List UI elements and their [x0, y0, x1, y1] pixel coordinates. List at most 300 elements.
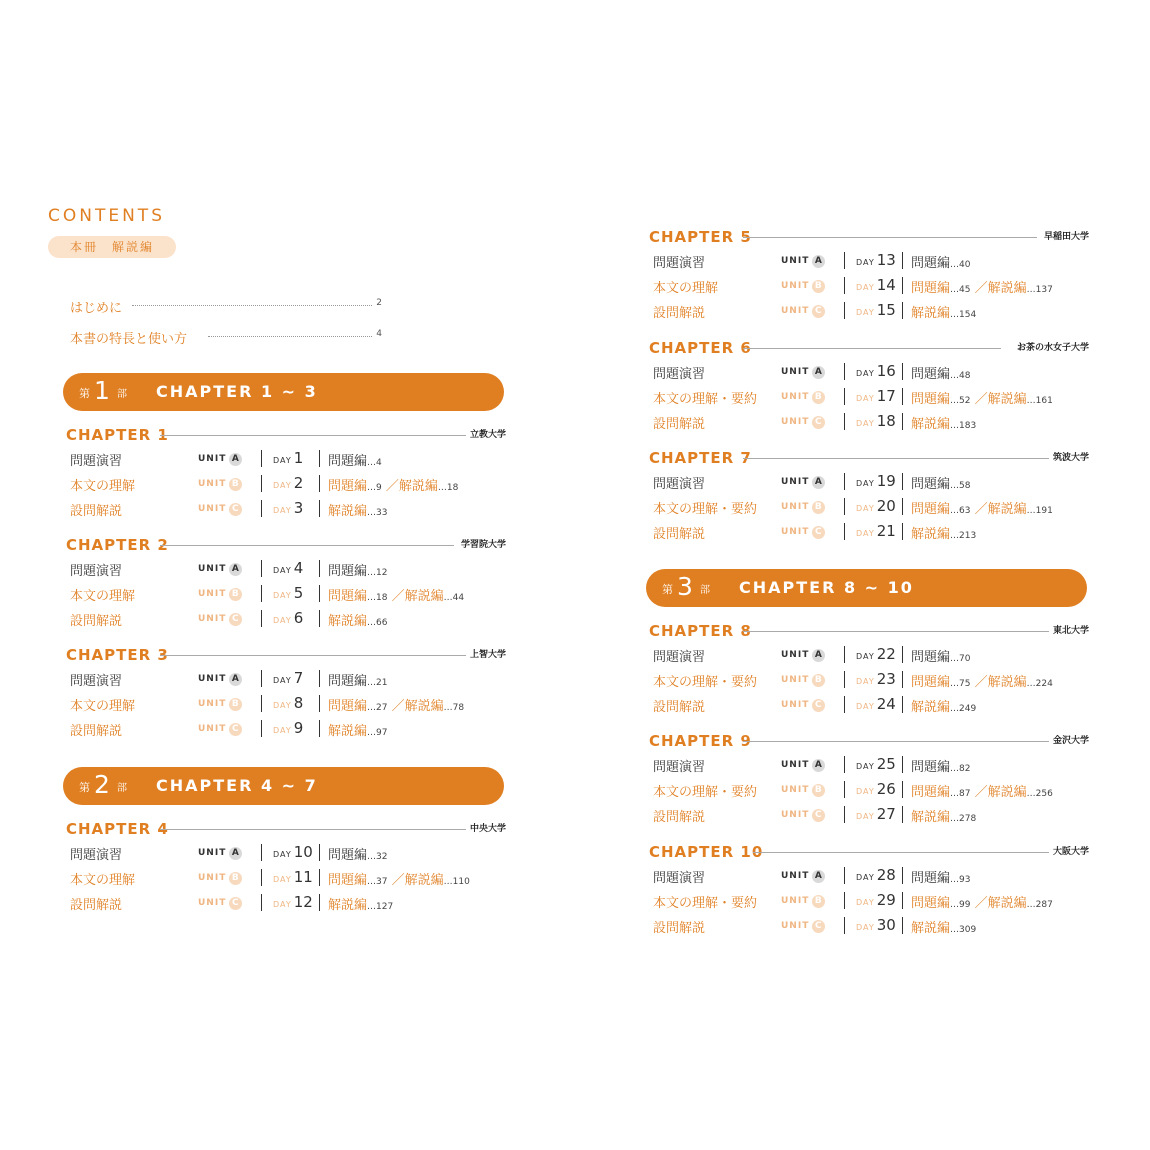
- reference-label: 問題編: [328, 699, 368, 714]
- unit-badge: [198, 698, 242, 711]
- page-leader: …: [1026, 789, 1036, 799]
- row-label: 設問解説: [653, 700, 706, 715]
- divider: [902, 892, 903, 909]
- day-word: DAY: [273, 456, 292, 465]
- row-label: 設問解説: [70, 898, 123, 913]
- toc-row[interactable]: [66, 581, 506, 606]
- row-label: 問題演習: [70, 564, 123, 579]
- row-label: 問題演習: [653, 367, 706, 382]
- chapter-header: [66, 820, 506, 840]
- page-leader: …: [950, 260, 960, 270]
- toc-row[interactable]: [66, 496, 506, 521]
- unit-letter-icon: A: [812, 476, 825, 489]
- chapter-block: [66, 426, 506, 521]
- reference: [328, 610, 387, 629]
- page-leader: …: [367, 902, 377, 912]
- row-label: 本文の理解: [70, 873, 136, 888]
- reference-label-2: 解説編: [987, 502, 1027, 517]
- day-word: DAY: [856, 394, 875, 403]
- chapter-header: [66, 646, 506, 666]
- toc-row[interactable]: [649, 384, 1089, 409]
- part-number: 1: [94, 376, 110, 405]
- day-number: 13: [876, 251, 896, 269]
- page-number: 278: [959, 814, 977, 824]
- toc-row[interactable]: [66, 716, 506, 741]
- reference: [328, 670, 387, 689]
- chapter-title[interactable]: CHAPTER 7: [649, 449, 752, 467]
- row-label: 設問解説: [70, 724, 123, 739]
- day-word: DAY: [273, 875, 292, 884]
- page-number: 18: [376, 593, 388, 603]
- page-leader: …: [950, 654, 960, 664]
- reference-label: 解説編: [328, 724, 368, 739]
- toc-row[interactable]: [649, 692, 1089, 717]
- page-number: 21: [376, 678, 388, 688]
- intro-item[interactable]: [70, 297, 382, 321]
- day-number: 14: [876, 276, 896, 294]
- divider: [319, 500, 320, 517]
- divider: [844, 363, 845, 380]
- slash-separator: ／: [387, 589, 405, 604]
- chapter-header: [649, 449, 1089, 469]
- page-number: 82: [959, 764, 971, 774]
- divider: [902, 781, 903, 798]
- reference: [911, 277, 1053, 296]
- reference: [911, 756, 970, 775]
- day-label: [273, 693, 303, 712]
- unit-word: UNIT: [781, 281, 810, 291]
- day-label: [273, 558, 303, 577]
- unit-word: UNIT: [198, 504, 227, 514]
- page-leader: …: [950, 285, 960, 295]
- page-number: 63: [959, 506, 971, 516]
- day-label: [856, 275, 896, 294]
- day-word: DAY: [856, 369, 875, 378]
- row-label: 設問解説: [70, 614, 123, 629]
- unit-badge: [781, 649, 825, 662]
- day-number: 26: [876, 780, 896, 798]
- reference: [328, 500, 387, 519]
- unit-word: UNIT: [781, 810, 810, 820]
- chapter-title[interactable]: CHAPTER 4: [66, 820, 169, 838]
- day-word: DAY: [273, 850, 292, 859]
- toc-row[interactable]: [649, 469, 1089, 494]
- unit-badge: [781, 870, 825, 883]
- page-leader: …: [367, 877, 377, 887]
- part-number: 2: [94, 770, 110, 799]
- reference-label: 解説編: [911, 921, 951, 936]
- page-leader: …: [950, 481, 960, 491]
- page-leader: …: [1026, 679, 1036, 689]
- page-number: 4: [376, 458, 382, 468]
- toc-row[interactable]: [649, 494, 1089, 519]
- reference: [911, 781, 1053, 800]
- intro-item[interactable]: [70, 328, 382, 352]
- divider: [902, 756, 903, 773]
- day-word: DAY: [273, 481, 292, 490]
- chapter-rule: [160, 655, 466, 656]
- reference: [911, 646, 970, 665]
- chapter-title[interactable]: CHAPTER 1: [66, 426, 169, 444]
- divider: [261, 585, 262, 602]
- unit-letter-icon: A: [229, 563, 242, 576]
- page-leader: …: [443, 703, 453, 713]
- day-number: 5: [293, 584, 304, 602]
- toc-row[interactable]: [649, 248, 1089, 273]
- slash-separator: ／: [387, 873, 405, 888]
- reference-label: 問題編: [911, 675, 951, 690]
- toc-row[interactable]: [649, 273, 1089, 298]
- toc-row[interactable]: [66, 606, 506, 631]
- toc-row[interactable]: [66, 890, 506, 915]
- divider: [844, 696, 845, 713]
- toc-row[interactable]: [66, 556, 506, 581]
- unit-badge: [781, 759, 825, 772]
- unit-word: UNIT: [198, 564, 227, 574]
- unit-badge: [781, 920, 825, 933]
- unit-word: UNIT: [781, 650, 810, 660]
- unit-letter-icon: B: [812, 784, 825, 797]
- chapter-rule: [160, 545, 454, 546]
- divider: [902, 917, 903, 934]
- day-word: DAY: [856, 677, 875, 686]
- reference-label-2: 解説編: [987, 281, 1027, 296]
- chapter-block: [649, 449, 1089, 544]
- chapter-title[interactable]: CHAPTER 2: [66, 536, 169, 554]
- reference-label: 問題編: [911, 896, 951, 911]
- day-word: DAY: [856, 652, 875, 661]
- chapter-block: [649, 622, 1089, 717]
- unit-word: UNIT: [781, 871, 810, 881]
- reference-label: 問題編: [911, 871, 951, 886]
- university-name: お茶の水女子大学: [1016, 343, 1089, 353]
- unit-word: UNIT: [781, 392, 810, 402]
- day-word: DAY: [273, 676, 292, 685]
- day-label: [273, 473, 303, 492]
- reference: [911, 388, 1053, 407]
- divider: [319, 670, 320, 687]
- unit-letter-icon: A: [812, 870, 825, 883]
- page-number-2: 44: [452, 593, 465, 603]
- unit-badge: [781, 809, 825, 822]
- toc-row[interactable]: [649, 802, 1089, 827]
- divider: [261, 695, 262, 712]
- day-word: DAY: [856, 923, 875, 932]
- row-label: 問題演習: [70, 848, 123, 863]
- divider: [261, 844, 262, 861]
- day-number: 30: [876, 916, 896, 934]
- unit-letter-icon: B: [229, 588, 242, 601]
- page-leader: …: [950, 925, 960, 935]
- chapter-block: [649, 843, 1089, 938]
- unit-badge: [198, 503, 242, 516]
- page-number: 33: [376, 508, 388, 518]
- intro-label: はじめに: [70, 301, 123, 316]
- reference-label: 問題編: [328, 454, 368, 469]
- chapter-rule: [743, 348, 1001, 349]
- day-label: [856, 865, 896, 884]
- toc-row[interactable]: [649, 863, 1089, 888]
- unit-word: UNIT: [198, 614, 227, 624]
- divider: [902, 413, 903, 430]
- day-label: [273, 867, 313, 886]
- page-leader: …: [950, 875, 960, 885]
- chapter-title[interactable]: CHAPTER 10: [649, 843, 764, 861]
- toc-row[interactable]: [66, 666, 506, 691]
- leader-dots: [132, 305, 372, 306]
- day-number: 28: [876, 866, 896, 884]
- reference: [328, 585, 464, 604]
- reference-label: 問題編: [911, 367, 951, 382]
- unit-badge: [781, 416, 825, 429]
- divider: [261, 475, 262, 492]
- reference: [911, 892, 1053, 911]
- reference: [911, 413, 976, 432]
- chapter-header: [66, 536, 506, 556]
- unit-letter-icon: B: [229, 698, 242, 711]
- chapter-title[interactable]: CHAPTER 9: [649, 732, 752, 750]
- day-label: [273, 448, 303, 467]
- unit-badge: [781, 391, 825, 404]
- divider: [844, 277, 845, 294]
- toc-row[interactable]: [649, 913, 1089, 938]
- university-name: 中央大学: [469, 824, 506, 834]
- unit-word: UNIT: [198, 699, 227, 709]
- page-number: 9: [376, 483, 382, 493]
- day-number: 8: [293, 694, 304, 712]
- chapter-rule: [743, 631, 1049, 632]
- chapter-title[interactable]: CHAPTER 8: [649, 622, 752, 640]
- unit-letter-icon: B: [229, 872, 242, 885]
- day-number: 19: [876, 472, 896, 490]
- reference-label: 問題編: [911, 392, 951, 407]
- chapter-rule: [160, 829, 466, 830]
- day-number: 22: [876, 645, 896, 663]
- reference: [911, 363, 970, 382]
- part-bu: 部: [117, 783, 127, 794]
- day-label: [856, 694, 896, 713]
- row-label: 問題演習: [653, 256, 706, 271]
- page-number: 183: [959, 421, 977, 431]
- unit-letter-icon: C: [812, 305, 825, 318]
- row-label: 設問解説: [653, 527, 706, 542]
- toc-row[interactable]: [649, 409, 1089, 434]
- toc-row[interactable]: [66, 471, 506, 496]
- divider: [844, 646, 845, 663]
- divider: [261, 450, 262, 467]
- unit-badge: [781, 255, 825, 268]
- chapter-title[interactable]: CHAPTER 5: [649, 228, 752, 246]
- page-leader: …: [950, 900, 960, 910]
- page-number-2: 78: [452, 703, 465, 713]
- reference-label-2: 解説編: [987, 675, 1027, 690]
- toc-row[interactable]: [66, 865, 506, 890]
- reference: [911, 302, 976, 321]
- unit-word: UNIT: [781, 256, 810, 266]
- unit-letter-icon: A: [812, 759, 825, 772]
- day-word: DAY: [273, 591, 292, 600]
- toc-row[interactable]: [649, 888, 1089, 913]
- chapter-header: [649, 228, 1089, 248]
- day-number: 4: [293, 559, 304, 577]
- unit-letter-icon: C: [812, 416, 825, 429]
- unit-badge: [198, 563, 242, 576]
- page-leader: …: [950, 764, 960, 774]
- page-leader: …: [950, 704, 960, 714]
- toc-row[interactable]: [649, 298, 1089, 323]
- chapter-rule: [743, 458, 1049, 459]
- page-number-2: 256: [1035, 789, 1053, 799]
- divider: [319, 844, 320, 861]
- divider: [261, 610, 262, 627]
- unit-letter-icon: C: [229, 897, 242, 910]
- reference-label-2: 解説編: [987, 785, 1027, 800]
- page-leader: …: [367, 483, 377, 493]
- day-number: 21: [876, 522, 896, 540]
- unit-word: UNIT: [198, 674, 227, 684]
- unit-letter-icon: B: [229, 478, 242, 491]
- toc-row[interactable]: [649, 777, 1089, 802]
- unit-badge: [781, 895, 825, 908]
- day-number: 10: [293, 843, 313, 861]
- university-name: 筑波大学: [1052, 453, 1089, 463]
- page-leader: …: [1026, 285, 1036, 295]
- day-label: [856, 411, 896, 430]
- day-word: DAY: [856, 308, 875, 317]
- chapter-title[interactable]: CHAPTER 3: [66, 646, 169, 664]
- page-number-2: 137: [1035, 285, 1053, 295]
- day-label: [273, 498, 303, 517]
- page-leader: …: [950, 506, 960, 516]
- intro-page: 4: [376, 329, 382, 339]
- unit-letter-icon: C: [229, 613, 242, 626]
- chapter-rule: [753, 852, 1049, 853]
- slash-separator: ／: [970, 502, 988, 517]
- reference: [911, 917, 976, 936]
- row-label: 本文の理解・要約: [653, 785, 758, 800]
- divider: [844, 917, 845, 934]
- unit-letter-icon: B: [812, 895, 825, 908]
- row-label: 設問解説: [653, 417, 706, 432]
- slash-separator: ／: [387, 699, 405, 714]
- unit-letter-icon: A: [812, 366, 825, 379]
- toc-row[interactable]: [649, 359, 1089, 384]
- day-label: [273, 583, 303, 602]
- page-leader: …: [950, 310, 960, 320]
- page-leader: …: [1026, 506, 1036, 516]
- page-leader: …: [950, 679, 960, 689]
- unit-letter-icon: C: [812, 699, 825, 712]
- toc-row[interactable]: [66, 840, 506, 865]
- toc-row[interactable]: [66, 446, 506, 471]
- reference: [911, 473, 970, 492]
- part-range: CHAPTER 8 ~ 10: [739, 578, 914, 597]
- unit-word: UNIT: [781, 921, 810, 931]
- day-label: [273, 608, 303, 627]
- row-label: 本文の理解: [653, 281, 719, 296]
- page-number: 37: [376, 877, 388, 887]
- unit-word: UNIT: [198, 873, 227, 883]
- day-number: 3: [293, 499, 304, 517]
- part-range: CHAPTER 4 ~ 7: [156, 776, 318, 795]
- unit-letter-icon: A: [229, 673, 242, 686]
- toc-row[interactable]: [649, 752, 1089, 777]
- unit-word: UNIT: [198, 848, 227, 858]
- reference-label-2: 解説編: [987, 392, 1027, 407]
- day-label: [856, 804, 896, 823]
- page-leader: …: [1026, 900, 1036, 910]
- unit-word: UNIT: [198, 898, 227, 908]
- page-number-2: 110: [452, 877, 470, 887]
- day-number: 25: [876, 755, 896, 773]
- contents-title: CONTENTS: [48, 206, 165, 226]
- divider: [844, 806, 845, 823]
- toc-row[interactable]: [649, 642, 1089, 667]
- toc-row[interactable]: [649, 519, 1089, 544]
- unit-badge: [198, 588, 242, 601]
- day-word: DAY: [856, 702, 875, 711]
- page-leader: …: [950, 396, 960, 406]
- divider: [844, 523, 845, 540]
- unit-badge: [781, 280, 825, 293]
- page-leader: …: [950, 421, 960, 431]
- unit-letter-icon: C: [229, 723, 242, 736]
- row-label: 本文の理解・要約: [653, 675, 758, 690]
- day-number: 27: [876, 805, 896, 823]
- page-number: 87: [959, 789, 971, 799]
- divider: [319, 720, 320, 737]
- divider: [261, 720, 262, 737]
- row-label: 設問解説: [653, 921, 706, 936]
- university-name: 東北大学: [1052, 626, 1089, 636]
- divider: [319, 560, 320, 577]
- toc-row[interactable]: [649, 667, 1089, 692]
- divider: [902, 498, 903, 515]
- day-word: DAY: [856, 504, 875, 513]
- row-label: 問題演習: [70, 454, 123, 469]
- unit-word: UNIT: [781, 785, 810, 795]
- day-number: 6: [293, 609, 304, 627]
- divider: [902, 363, 903, 380]
- day-word: DAY: [856, 898, 875, 907]
- day-label: [856, 300, 896, 319]
- toc-row[interactable]: [66, 691, 506, 716]
- reference-label: 解説編: [328, 504, 368, 519]
- reference-label: 問題編: [911, 477, 951, 492]
- divider: [844, 473, 845, 490]
- page-leader: …: [367, 618, 377, 628]
- divider: [261, 500, 262, 517]
- day-word: DAY: [273, 566, 292, 575]
- page-number-2: 191: [1035, 506, 1053, 516]
- reference: [911, 523, 976, 542]
- page-number: 97: [376, 728, 388, 738]
- slash-separator: ／: [970, 392, 988, 407]
- row-label: 設問解説: [653, 810, 706, 825]
- chapter-block: [649, 732, 1089, 827]
- unit-badge: [781, 305, 825, 318]
- chapter-title[interactable]: CHAPTER 6: [649, 339, 752, 357]
- unit-badge: [198, 723, 242, 736]
- unit-word: UNIT: [781, 306, 810, 316]
- divider: [902, 252, 903, 269]
- row-label: 本文の理解: [70, 479, 136, 494]
- part-dai: 第: [79, 387, 90, 400]
- chapter-header: [649, 843, 1089, 863]
- unit-letter-icon: C: [812, 526, 825, 539]
- day-word: DAY: [273, 616, 292, 625]
- reference-label-2: 解説編: [404, 873, 444, 888]
